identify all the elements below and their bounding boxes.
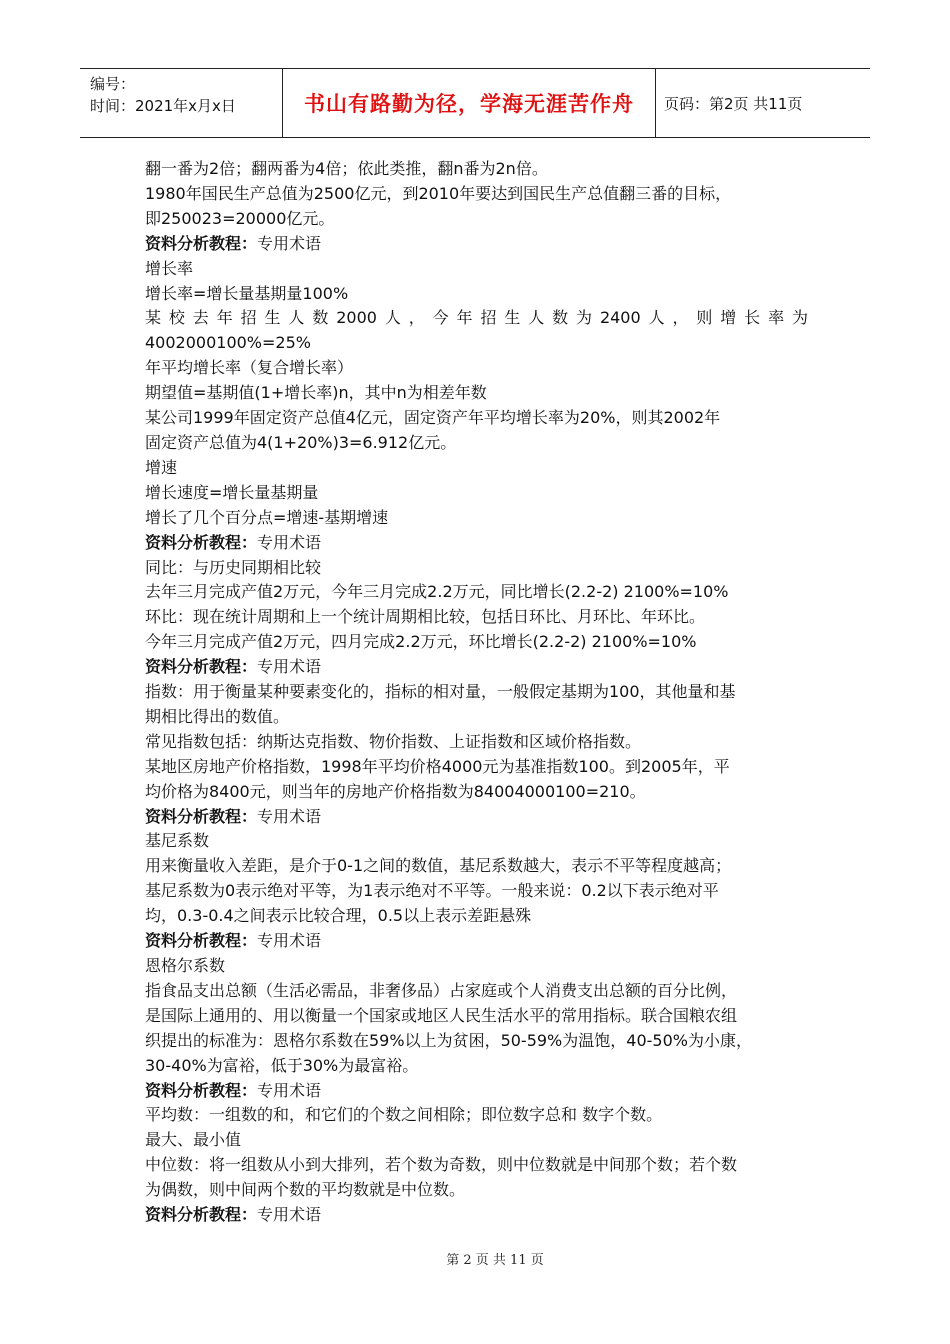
- time-label: 时间：2021年x月x日: [90, 97, 236, 115]
- line-text: 环比：现在统计周期和上一个统计周期相比较，包括日环比、月环比、年环比。: [145, 607, 706, 627]
- text-line: [145, 954, 808, 979]
- number-label: 编号：: [90, 75, 136, 93]
- section-heading-label: 资料分析教程：: [145, 931, 258, 951]
- section-heading-label: 资料分析教程：: [145, 1080, 258, 1100]
- section-heading-line: [145, 1203, 808, 1228]
- text-line: [145, 1103, 808, 1128]
- page-footer: 第 2 页 共 11 页: [446, 1253, 544, 1268]
- section-heading-line: [145, 929, 808, 954]
- line-text: 指食品支出总额（生活必需品，非奢侈品）占家庭或个人消费支出总额的百分比例，: [145, 980, 738, 1000]
- text-line: [145, 431, 808, 456]
- line-text: 恩格尔系数: [145, 956, 226, 975]
- line-text: 某公司1999年固定资产总值4亿元，固定资产年平均增长率为20%，则其2002年: [145, 408, 721, 428]
- section-heading-line: [145, 805, 808, 830]
- line-text: 即250023=20000亿元。: [145, 208, 335, 228]
- line-text: 均，0.3-0.4之间表示比较合理，0.5以上表示差距悬殊: [145, 906, 532, 926]
- text-line: [145, 1153, 808, 1178]
- text-line: [145, 630, 808, 655]
- text-line: [145, 780, 808, 805]
- line-text: 30-40%为富裕，低于30%为最富裕。: [145, 1055, 419, 1075]
- line-text: 专用术语: [257, 1080, 322, 1100]
- line-text: 为偶数，则中间两个数的平均数就是中位数。: [145, 1180, 466, 1200]
- section-heading-label: 资料分析教程：: [145, 233, 258, 253]
- line-text: 专用术语: [257, 931, 322, 951]
- text-line: [145, 605, 808, 630]
- document-body: [145, 157, 808, 1228]
- line-text: 增长率=增长量基期量100%: [145, 283, 349, 303]
- header-page-info: 页码：第2页 共11页: [664, 94, 803, 113]
- text-line: [145, 556, 808, 581]
- text-line: [145, 207, 808, 232]
- line-text: 增长速度=增长量基期量: [145, 482, 319, 502]
- line-text: 去年三月完成产值2万元，今年三月完成2.2万元，同比增长(2.2-2) 2100%=10%: [145, 582, 729, 602]
- line-text: 常见指数包括：纳斯达克指数、物价指数、上证指数和区域价格指数。: [145, 731, 642, 751]
- text-line: [145, 356, 808, 381]
- section-heading-line: [145, 1079, 808, 1104]
- header-meta: [80, 69, 283, 137]
- section-heading-line: [145, 232, 808, 257]
- line-text: 专用术语: [257, 233, 322, 253]
- text-line: [145, 257, 808, 282]
- text-line: [145, 331, 808, 356]
- text-line: [145, 406, 808, 431]
- text-line: [145, 1029, 808, 1054]
- text-line: [145, 879, 808, 904]
- line-text: 某地区房地产价格指数，1998年平均价格4000元为基准指数100。到2005年，平: [145, 756, 730, 776]
- text-line: [145, 854, 808, 879]
- text-line: [145, 481, 808, 506]
- line-text: 某校去年招生人数2000人，今年招生人数为2400人，则增长率为: [145, 308, 808, 328]
- text-line: [145, 1054, 808, 1079]
- text-line: [145, 730, 808, 755]
- line-text: 固定资产总值为4(1+20%)3=6.912亿元。: [145, 432, 457, 452]
- line-text: 专用术语: [257, 657, 322, 677]
- section-heading-label: 资料分析教程：: [145, 657, 258, 677]
- line-text: 指数：用于衡量某种要素变化的，指标的相对量，一般假定基期为100，其他量和基: [145, 682, 736, 702]
- text-line: [145, 904, 808, 929]
- line-text: 专用术语: [257, 532, 322, 552]
- section-heading-label: 资料分析教程：: [145, 1205, 258, 1225]
- line-text: 翻一番为2倍；翻两番为4倍；依此类推，翻n番为2n倍。: [145, 159, 548, 178]
- line-text: 年平均增长率（复合增长率）: [145, 358, 354, 378]
- line-text: 基尼系数: [145, 831, 210, 851]
- line-text: 专用术语: [257, 806, 322, 826]
- header-motto: 书山有路勤为径，学海无涯苦作舟: [283, 69, 656, 137]
- text-line: [145, 580, 808, 605]
- text-line: [145, 680, 808, 705]
- text-line: [145, 1004, 808, 1029]
- text-line: [145, 381, 808, 406]
- section-heading-label: 资料分析教程：: [145, 532, 258, 552]
- line-text: 今年三月完成产值2万元，四月完成2.2万元，环比增长(2.2-2) 2100%=10%: [145, 632, 697, 652]
- text-line: [145, 306, 808, 331]
- line-text: 基尼系数为0表示绝对平等，为1表示绝对不平等。一般来说：0.2以下表示绝对平: [145, 881, 719, 901]
- text-line: [145, 979, 808, 1004]
- line-text: 4002000100%=25%: [145, 333, 311, 353]
- text-line: [145, 456, 808, 481]
- line-text: 增速: [145, 457, 178, 477]
- line-text: 中位数：将一组数从小到大排列，若个数为奇数，则中位数就是中间那个数；若个数: [145, 1155, 738, 1175]
- page-header: [80, 68, 870, 138]
- line-text: 均价格为8400元，则当年的房地产价格指数为84004000100=210。: [145, 781, 646, 801]
- text-line: [145, 1128, 808, 1153]
- line-text: 1980年国民生产总值为2500亿元，到2010年要达到国民生产总值翻三番的目标，: [145, 183, 732, 203]
- line-text: 用来衡量收入差距，是介于0-1之间的数值，基尼系数越大，表示不平等程度越高；: [145, 856, 732, 876]
- text-line: [145, 182, 808, 207]
- line-text: 同比：与历史同期相比较: [145, 557, 322, 577]
- text-line: [145, 506, 808, 531]
- text-line: [145, 755, 808, 780]
- text-line: [145, 829, 808, 854]
- section-heading-line: [145, 531, 808, 556]
- text-line: [145, 705, 808, 730]
- line-text: 平均数：一组数的和，和它们的个数之间相除；即位数字总和 数字个数。: [145, 1105, 663, 1125]
- line-text: 增长率: [145, 258, 194, 278]
- text-line: [145, 157, 808, 182]
- line-text: 期相比得出的数值。: [145, 706, 290, 726]
- line-text: 增长了几个百分点=增速-基期增速: [145, 507, 389, 527]
- line-text: 织提出的标准为：恩格尔系数在59%以上为贫困，50-59%为温饱，40-50%为小康，: [145, 1030, 752, 1050]
- text-line: [145, 282, 808, 307]
- section-heading-label: 资料分析教程：: [145, 806, 258, 826]
- line-text: 是国际上通用的、用以衡量一个国家或地区人民生活水平的常用指标。联合国粮农组: [145, 1005, 738, 1025]
- line-text: 专用术语: [257, 1205, 322, 1225]
- section-heading-line: [145, 655, 808, 680]
- text-line: [145, 1178, 808, 1203]
- line-text: 最大、最小值: [145, 1130, 242, 1150]
- line-text: 期望值=基期值(1+增长率)n，其中n为相差年数: [145, 383, 487, 403]
